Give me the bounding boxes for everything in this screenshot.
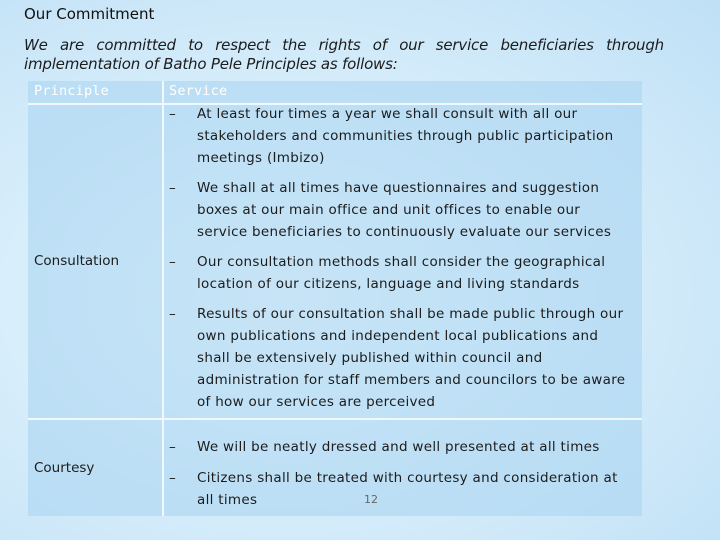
service-item-text: Results of our consultation shall be made public through our own publications and independent local publications and shall be extensively published within council and administration for staff members and councilors to be aware of how our services are perceived bbox=[197, 306, 626, 410]
principle-courtesy: Courtesy bbox=[34, 460, 95, 476]
dash-bullet: – bbox=[169, 306, 177, 322]
service-item-text: We will be neatly dressed and well presented at all times bbox=[197, 439, 600, 455]
dash-bullet: – bbox=[169, 180, 177, 196]
page-title: Our Commitment bbox=[24, 5, 155, 23]
principle-consultation: Consultation bbox=[34, 253, 120, 269]
principle-column bbox=[28, 81, 164, 516]
header-principle: Principle bbox=[34, 83, 109, 99]
dash-bullet: – bbox=[169, 439, 177, 455]
service-item-text: We shall at all times have questionnaires and suggestion boxes at our main office and unit offices to enable our service beneficiaries to continuously evaluate our services bbox=[197, 180, 612, 240]
row-divider bbox=[28, 418, 642, 420]
dash-bullet: – bbox=[169, 254, 177, 270]
page-number: 12 bbox=[364, 493, 378, 506]
service-item-text: Citizens shall be treated with courtesy and consideration at all times bbox=[197, 470, 618, 508]
service-item bbox=[169, 467, 634, 511]
intro-paragraph: We are committed to respect the rights of our service beneficiaries through implementation of Batho Pele Principles as follows: bbox=[24, 36, 664, 73]
service-item bbox=[169, 177, 634, 243]
dash-bullet: – bbox=[169, 106, 177, 122]
service-item bbox=[169, 436, 634, 458]
commitment-table bbox=[28, 81, 642, 516]
service-item-text: At least four times a year we shall consult with all our stakeholders and communities through public participation meetings (Imbizo) bbox=[197, 106, 614, 166]
service-item bbox=[169, 103, 634, 169]
service-item bbox=[169, 303, 634, 413]
header-service: Service bbox=[169, 83, 228, 99]
dash-bullet: – bbox=[169, 470, 177, 486]
service-item bbox=[169, 251, 634, 295]
service-item-text: Our consultation methods shall consider the geographical location of our citizens, language and living standards bbox=[197, 254, 606, 292]
